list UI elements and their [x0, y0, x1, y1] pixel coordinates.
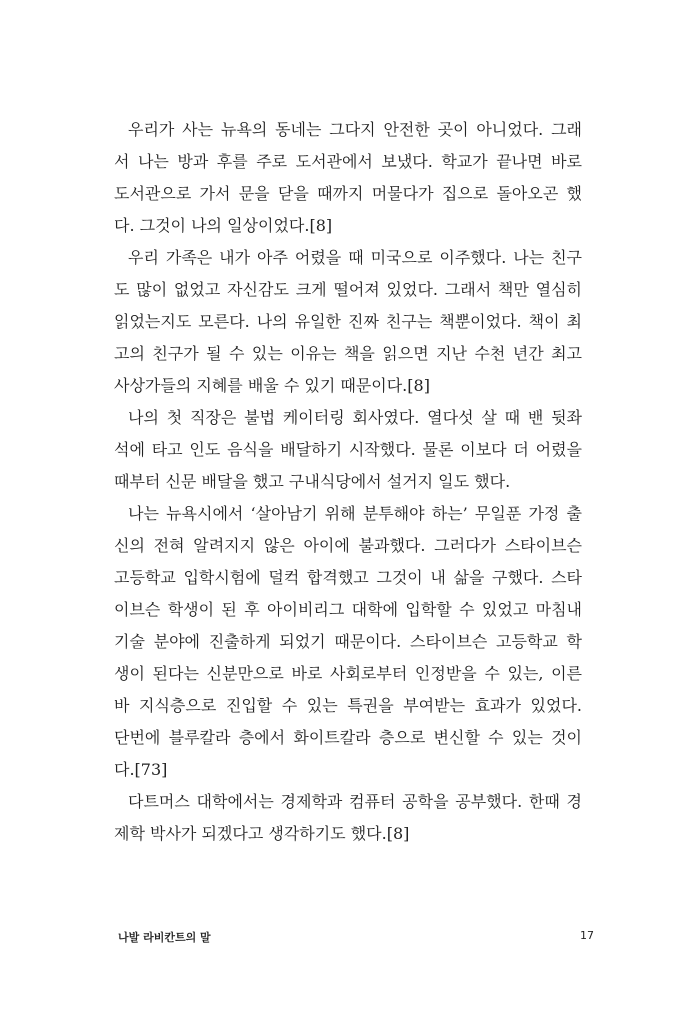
text-line: 바 지식층으로 진입할 수 있는 특권을 부여받는 효과가 있었다.: [114, 696, 582, 715]
text-line: 사상가들의 지혜를 배울 수 있기 때문이다.[8]: [114, 376, 430, 395]
text-line: 기술 분야에 진출하게 되었기 때문이다. 스타이브슨 고등학교 학: [114, 632, 582, 651]
text-line: 제학 박사가 되겠다고 생각하기도 했다.[8]: [114, 824, 410, 843]
text-line: 생이 된다는 신분만으로 바로 사회로부터 인정받을 수 있는, 이른: [114, 664, 582, 683]
paragraph-1: [114, 114, 582, 242]
text-line: 다.[73]: [114, 760, 168, 779]
running-footer-book-title: 나발 라비칸트의 말: [118, 931, 211, 944]
text-line: 다트머스 대학에서는 경제학과 컴퓨터 공학을 공부했다. 한때 경: [128, 792, 582, 811]
text-line: 우리가 사는 뉴욕의 동네는 그다지 안전한 곳이 아니었다. 그래: [128, 120, 582, 139]
text-line: 도서관으로 가서 문을 닫을 때까지 머물다가 집으로 돌아오곤 했: [114, 184, 582, 203]
page-number: 17: [580, 929, 594, 942]
text-line: 우리 가족은 내가 아주 어렸을 때 미국으로 이주했다. 나는 친구: [128, 248, 582, 267]
text-line: 나의 첫 직장은 불법 케이터링 회사였다. 열다섯 살 때 밴 뒷좌: [128, 408, 582, 427]
text-line: 나는 뉴욕시에서 ‘살아남기 위해 분투해야 하는’ 무일푼 가정 출: [128, 504, 582, 523]
paragraph-3: [114, 402, 582, 498]
paragraph-5: [114, 786, 582, 850]
text-line: 단번에 블루칼라 층에서 화이트칼라 층으로 변신할 수 있는 것이: [114, 728, 582, 747]
text-line: 도 많이 없었고 자신감도 크게 떨어져 있었다. 그래서 책만 열심히: [114, 280, 582, 299]
text-line: 때부터 신문 배달을 했고 구내식당에서 설거지 일도 했다.: [114, 472, 511, 491]
page-body-text: [114, 114, 582, 850]
text-line: 읽었는지도 모른다. 나의 유일한 진짜 친구는 책뿐이었다. 책이 최: [114, 312, 582, 331]
paragraph-2: [114, 242, 582, 402]
text-line: 고등학교 입학시험에 덜컥 합격했고 그것이 내 삶을 구했다. 스타: [114, 568, 582, 587]
text-line: 석에 타고 인도 음식을 배달하기 시작했다. 물론 이보다 더 어렸을: [114, 440, 582, 459]
text-line: 이브슨 학생이 된 후 아이비리그 대학에 입학할 수 있었고 마침내: [114, 600, 582, 619]
text-line: 서 나는 방과 후를 주로 도서관에서 보냈다. 학교가 끝나면 바로: [114, 152, 582, 171]
paragraph-4: [114, 498, 582, 786]
text-line: 다. 그것이 나의 일상이었다.[8]: [114, 216, 333, 235]
text-line: 신의 전혀 알려지지 않은 아이에 불과했다. 그러다가 스타이브슨: [114, 536, 582, 555]
text-line: 고의 친구가 될 수 있는 이유는 책을 읽으면 지난 수천 년간 최고: [114, 344, 582, 363]
